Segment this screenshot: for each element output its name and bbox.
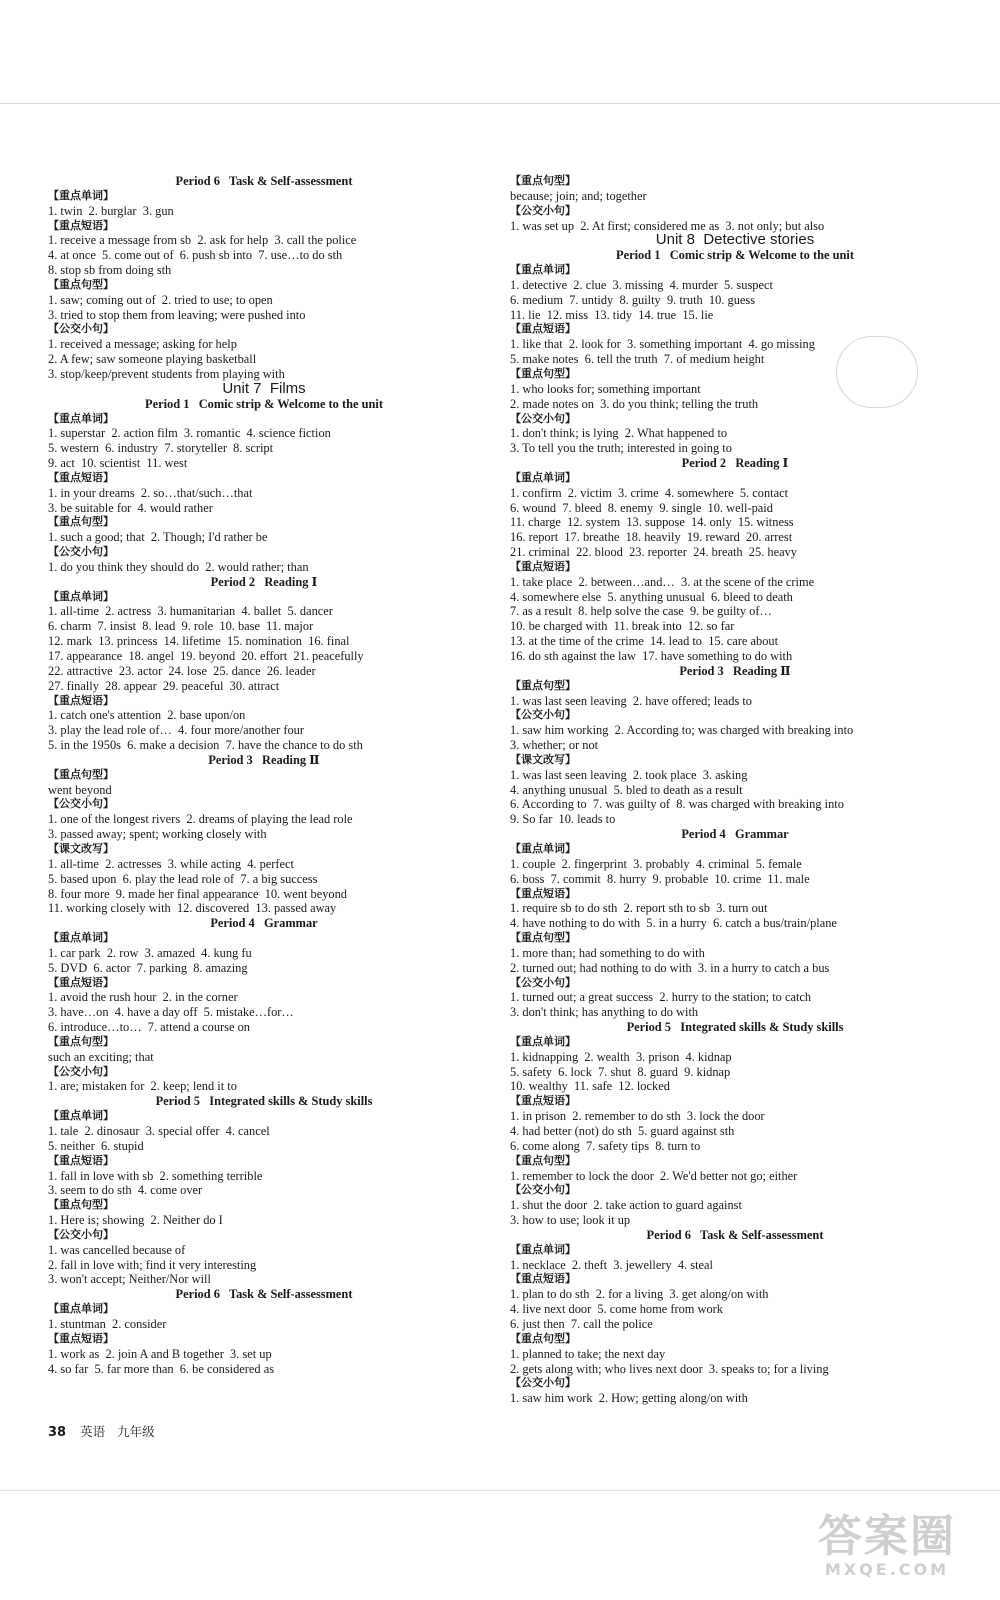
answer-line: 4. somewhere else 5. anything unusual 6. bleed to death: [510, 589, 793, 604]
section-label: 【重点短语】: [48, 218, 114, 232]
section-label: 【重点单词】: [48, 589, 114, 603]
grade-label: 九年级: [117, 1424, 155, 1439]
section-label: 【公交小句】: [510, 975, 576, 989]
answer-line: 1. one of the longest rivers 2. dreams of playing the lead role: [48, 812, 353, 827]
answer-line: 6. come along 7. safety tips 8. turn to: [510, 1138, 701, 1153]
answer-line: 4. had better (not) do sth 5. guard against sth: [510, 1124, 735, 1138]
answer-line: 1. kidnapping 2. wealth 3. prison 4. kidnap: [510, 1049, 732, 1064]
answer-line: 11. charge 12. system 13. suppose 14. only 15. witness: [510, 515, 794, 530]
answer-line: 3. seem to do sth 4. come over: [48, 1183, 203, 1198]
section-label: 【公交小句】: [48, 1064, 114, 1078]
answer-line: 9. So far 10. leads to: [510, 812, 616, 827]
section-label: 【重点短语】: [510, 886, 576, 900]
answer-line: 1. was last seen leaving 2. have offered; leads to: [510, 693, 752, 708]
answer-line: 1. remember to lock the door 2. We'd better not go; either: [510, 1168, 798, 1183]
section-label: 【重点句型】: [510, 174, 576, 187]
answer-line: 2. fall in love with; find it very interesting: [48, 1257, 257, 1272]
answer-line: 22. attractive 23. actor 24. lose 25. dance 26. leader: [48, 663, 316, 678]
answer-line: 5. neither 6. stupid: [48, 1138, 144, 1153]
section-label: 【重点短语】: [48, 1331, 114, 1345]
answer-line: 10. wealthy 11. safe 12. locked: [510, 1079, 670, 1094]
period-heading: Period 1 Comic strip & Welcome to the unit: [616, 248, 854, 263]
period-heading: Period 6 Task & Self-assessment: [646, 1227, 824, 1242]
answer-line: 1. Here is; showing 2. Neither do I: [48, 1213, 223, 1228]
answer-line: 5. DVD 6. actor 7. parking 8. amazing: [48, 960, 248, 975]
answer-line: 1. detective 2. clue 3. missing 4. murder 5. suspect: [510, 277, 773, 292]
section-label: 【重点短语】: [510, 322, 576, 336]
section-label: 【公交小句】: [48, 797, 114, 811]
section-label: 【重点短语】: [510, 559, 576, 573]
watermark-url: MXQE.COM: [824, 1560, 950, 1579]
answer-line: 12. mark 13. princess 14. lifetime 15. nomination 16. final: [48, 634, 350, 649]
period-heading: Period 4 Grammar: [210, 916, 318, 931]
answer-line: 5. based upon 6. play the lead role of 7. a big success: [48, 871, 318, 886]
answer-line: 3. be suitable for 4. would rather: [48, 500, 213, 515]
answer-line: 27. finally 28. appear 29. peaceful 30. attract: [48, 678, 280, 693]
answer-line: 1. was cancelled because of: [48, 1242, 186, 1257]
answer-line: 1. take place 2. between…and… 3. at the scene of the crime: [510, 574, 815, 589]
answer-line: 5. western 6. industry 7. storyteller 8. script: [48, 441, 274, 456]
section-label: 【重点单词】: [48, 1109, 114, 1123]
section-label: 【重点句型】: [510, 1153, 576, 1167]
answer-line: 5. safety 6. lock 7. shut 8. guard 9. kidnap: [510, 1064, 731, 1079]
answer-line: 1. receive a message from sb 2. ask for help 3. call the police: [48, 233, 357, 248]
answer-line: 4. so far 5. far more than 6. be considered as: [48, 1361, 275, 1376]
section-label: 【重点句型】: [510, 1331, 576, 1345]
answer-line: 1. necklace 2. theft 3. jewellery 4. steal: [510, 1257, 713, 1272]
answer-line: 1. don't think; is lying 2. What happened to: [510, 426, 728, 441]
answer-line: 1. catch one's attention 2. base upon/on: [48, 708, 246, 723]
section-label: 【重点句型】: [48, 515, 114, 529]
section-label: 【重点句型】: [48, 767, 114, 781]
section-label: 【重点单词】: [48, 1302, 114, 1316]
answer-line: 1. in your dreams 2. so…that/such…that: [48, 485, 253, 500]
answer-line: 1. tale 2. dinosaur 3. special offer 4. cancel: [48, 1124, 270, 1138]
answer-line: 1. in prison 2. remember to do sth 3. lock the door: [510, 1109, 765, 1124]
section-label: 【重点单词】: [510, 263, 576, 277]
answer-line: 1. such a good; that 2. Though; I'd rather be: [48, 530, 268, 545]
answer-line: 3. To tell you the truth; interested in going to: [510, 441, 732, 456]
section-label: 【重点句型】: [510, 931, 576, 945]
answer-line: 6. introduce…to… 7. attend a course on: [48, 1020, 250, 1035]
answer-line: 16. do sth against the law 17. have something to do with: [510, 649, 793, 663]
watermark-logo-text: 答案圈: [818, 1511, 956, 1562]
answer-line: 4. live next door 5. come home from work: [510, 1302, 724, 1317]
section-label: 【公交小句】: [48, 1227, 114, 1241]
period-heading: Period 6 Task & Self-assessment: [175, 174, 353, 188]
answer-line: 2. made notes on 3. do you think; telling the truth: [510, 396, 759, 411]
section-label: 【公交小句】: [510, 203, 576, 217]
answer-line: 1. fall in love with sb 2. something terrible: [48, 1168, 263, 1183]
section-label: 【重点短语】: [48, 1153, 114, 1167]
answer-line: 2. turned out; had nothing to do with 3. in a hurry to catch a bus: [510, 960, 830, 975]
answer-line: 1. shut the door 2. take action to guard against: [510, 1198, 742, 1213]
answer-line: 11. lie 12. miss 13. tidy 14. true 15. lie: [510, 307, 714, 322]
answer-line: 1. received a message; asking for help: [48, 337, 237, 352]
answer-line: 1. saw; coming out of 2. tried to use; to open: [48, 292, 273, 307]
answer-line: such an exciting; that: [48, 1049, 154, 1064]
section-label: 【重点单词】: [48, 411, 114, 425]
section-label: 【重点句型】: [48, 277, 114, 291]
answer-line: 1. couple 2. fingerprint 3. probably 4. criminal 5. female: [510, 856, 802, 871]
unit-title: Unit 8 Detective stories: [655, 231, 815, 249]
answer-line: 2. gets along with; who lives next door 3. speaks to; for a living: [510, 1361, 829, 1376]
top-divider: [0, 103, 1000, 104]
period-heading: Period 6 Task & Self-assessment: [175, 1287, 353, 1302]
section-label: 【重点单词】: [48, 931, 114, 945]
answer-line: 3. don't think; has anything to do with: [510, 1005, 699, 1020]
section-label: 【重点句型】: [48, 1034, 114, 1048]
answer-line: 5. make notes 6. tell the truth 7. of medium height: [510, 352, 765, 367]
answer-line: 9. act 10. scientist 11. west: [48, 456, 188, 471]
period-heading: Period 5 Integrated skills & Study skills: [155, 1094, 373, 1109]
answer-line: 1. saw him work 2. How; getting along/on with: [510, 1391, 748, 1406]
answer-line: because; join; and; together: [510, 188, 647, 203]
section-label: 【重点句型】: [510, 678, 576, 692]
answer-line: 1. more than; had something to do with: [510, 945, 705, 960]
subject-label: 英语: [80, 1424, 106, 1439]
answer-line: 6. charm 7. insist 8. lead 9. role 10. base 11. major: [48, 619, 314, 634]
section-label: 【重点短语】: [48, 975, 114, 989]
answer-line: 3. whether; or not: [510, 738, 599, 753]
section-label: 【重点单词】: [510, 1242, 576, 1256]
answer-line: 4. at once 5. come out of 6. push sb into 7. use…to do sth: [48, 248, 343, 263]
answer-line: 3. tried to stop them from leaving; were pushed into: [48, 307, 306, 322]
answer-line: 1. are; mistaken for 2. keep; lend it to: [48, 1079, 237, 1094]
answer-line: 7. as a result 8. help solve the case 9. be guilty of…: [510, 604, 772, 619]
period-heading: Period 3 Reading Ⅱ: [208, 752, 320, 767]
site-watermark: [818, 1500, 956, 1579]
section-label: 【公交小句】: [510, 1376, 576, 1390]
section-label: 【重点短语】: [510, 1094, 576, 1108]
unit-title: Unit 7 Films: [222, 379, 306, 397]
period-heading: Period 5 Integrated skills & Study skills: [626, 1020, 844, 1035]
answer-line: 16. report 17. breathe 18. heavily 19. reward 20. arrest: [510, 530, 793, 545]
section-label: 【公交小句】: [510, 411, 576, 425]
section-label: 【公交小句】: [510, 708, 576, 722]
page-number: 38: [48, 1425, 67, 1440]
section-label: 【公交小句】: [510, 1183, 576, 1197]
period-heading: Period 3 Reading Ⅱ: [679, 663, 791, 678]
section-label: 【重点单词】: [510, 841, 576, 855]
answer-line: 1. was last seen leaving 2. took place 3. asking: [510, 767, 748, 782]
answer-line: 1. require sb to do sth 2. report sth to sb 3. turn out: [510, 901, 768, 916]
answer-line: 3. play the lead role of… 4. four more/another four: [48, 723, 304, 738]
answer-line: 1. twin 2. burglar 3. gun: [48, 203, 174, 218]
section-label: 【课文改写】: [48, 841, 114, 855]
answer-line: 1. avoid the rush hour 2. in the corner: [48, 990, 238, 1005]
answer-line: 1. turned out; a great success 2. hurry to the station; to catch: [510, 990, 812, 1005]
section-label: 【重点句型】: [510, 366, 576, 380]
answer-line: 1. confirm 2. victim 3. crime 4. somewhere 5. contact: [510, 485, 789, 500]
period-heading: Period 2 Reading Ⅰ: [681, 456, 789, 471]
answer-line: 1. like that 2. look for 3. something important 4. go missing: [510, 337, 815, 352]
answer-line: 1. superstar 2. action film 3. romantic 4. science fiction: [48, 426, 331, 441]
answer-line: went beyond: [48, 782, 112, 797]
answer-line: 1. planned to take; the next day: [510, 1346, 666, 1361]
answer-line: 1. saw him working 2. According to; was charged with breaking into: [510, 723, 854, 738]
answer-line: 6. According to 7. was guilty of 8. was charged with breaking into: [510, 797, 844, 812]
answer-line: 1. who looks for; something important: [510, 381, 701, 396]
period-heading: Period 2 Reading Ⅰ: [210, 574, 318, 589]
answer-line: 1. plan to do sth 2. for a living 3. get along/on with: [510, 1287, 769, 1302]
answer-line: 1. car park 2. row 3. amazed 4. kung fu: [48, 945, 252, 960]
answer-line: 10. be charged with 11. break into 12. so far: [510, 619, 735, 634]
answer-line: 6. just then 7. call the police: [510, 1316, 653, 1331]
answer-line: 2. A few; saw someone playing basketball: [48, 352, 257, 367]
period-heading: Period 4 Grammar: [681, 827, 789, 842]
answer-line: 3. won't accept; Neither/Nor will: [48, 1272, 211, 1287]
answer-line: 17. appearance 18. angel 19. beyond 20. effort 21. peacefully: [48, 649, 364, 663]
section-label: 【重点单词】: [510, 470, 576, 484]
answer-line: 13. at the time of the crime 14. lead to 15. care about: [510, 634, 779, 649]
answer-line: 8. four more 9. made her final appearance 10. went beyond: [48, 886, 347, 901]
answer-line: 1. all-time 2. actresses 3. while acting 4. perfect: [48, 856, 295, 871]
answer-line: 3. passed away; spent; working closely with: [48, 827, 267, 842]
section-label: 【重点单词】: [48, 188, 114, 202]
answer-line: 3. stop/keep/prevent students from playing with: [48, 366, 285, 381]
section-label: 【重点短语】: [48, 470, 114, 484]
period-heading: Period 1 Comic strip & Welcome to the unit: [145, 396, 383, 411]
answer-line: 1. do you think they should do 2. would rather; than: [48, 559, 309, 574]
answer-line: 6. wound 7. bleed 8. enemy 9. single 10. well-paid: [510, 500, 773, 515]
answer-line: 11. working closely with 12. discovered 13. passed away: [48, 901, 337, 916]
answer-line: 1. all-time 2. actress 3. humanitarian 4. ballet 5. dancer: [48, 604, 333, 619]
section-label: 【公交小句】: [48, 322, 114, 336]
answer-line: 4. have nothing to do with 5. in a hurry 6. catch a bus/train/plane: [510, 916, 837, 931]
bottom-divider: [0, 1490, 1000, 1491]
answer-line: 21. criminal 22. blood 23. reporter 24. breath 25. heavy: [510, 545, 797, 560]
section-label: 【重点单词】: [510, 1034, 576, 1048]
stamp-mark: [836, 336, 918, 408]
page-footer: [48, 1422, 155, 1440]
answer-line: 1. stuntman 2. consider: [48, 1316, 167, 1331]
section-label: 【重点句型】: [48, 1198, 114, 1212]
section-label: 【重点短语】: [510, 1272, 576, 1286]
answer-line: 8. stop sb from doing sth: [48, 263, 172, 278]
answer-line: 3. have…on 4. have a day off 5. mistake…for…: [48, 1005, 294, 1020]
answer-line: 1. work as 2. join A and B together 3. set up: [48, 1346, 272, 1361]
section-label: 【重点短语】: [48, 693, 114, 707]
answer-line: 5. in the 1950s 6. make a decision 7. have the chance to do sth: [48, 738, 363, 753]
answer-line: 6. boss 7. commit 8. hurry 9. probable 10. crime 11. male: [510, 871, 810, 886]
left-answer-column: [48, 174, 480, 1376]
answer-line: 6. medium 7. untidy 8. guilty 9. truth 10. guess: [510, 292, 756, 307]
answer-line: 1. was set up 2. At first; considered me as 3. not only; but also: [510, 218, 825, 233]
section-label: 【公交小句】: [48, 545, 114, 559]
answer-line: 4. anything unusual 5. bled to death as a result: [510, 782, 743, 797]
section-label: 【课文改写】: [510, 752, 576, 766]
answer-line: 3. how to use; look it up: [510, 1213, 631, 1228]
